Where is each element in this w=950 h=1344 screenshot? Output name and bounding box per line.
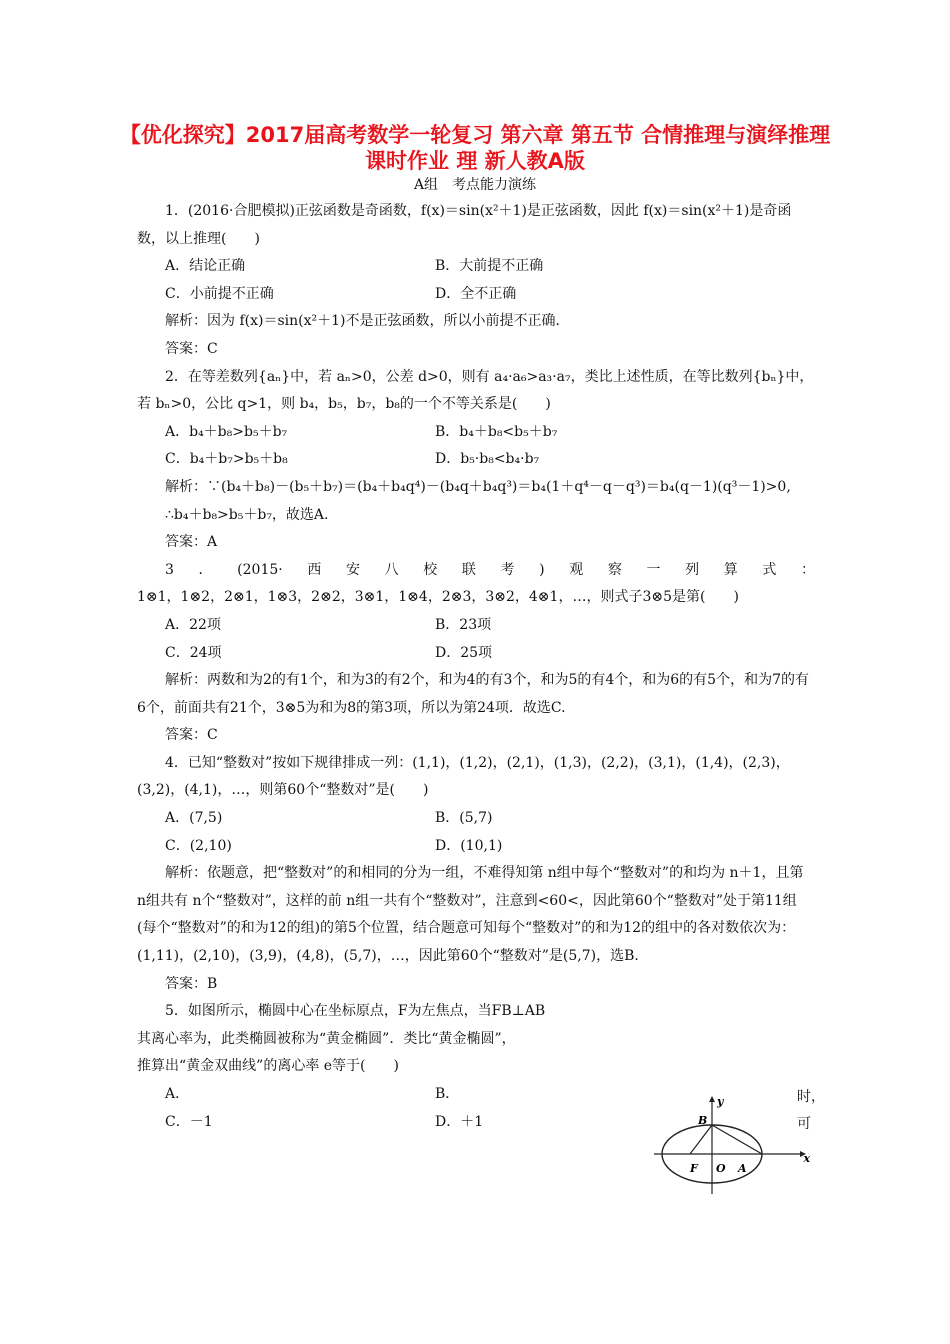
q3-stem-part: 算 (723, 561, 738, 578)
q1-stem: 1．(2016·合肥模拟)正弦函数是奇函数，f(x)＝sin(x²＋1)是正弦函数，因此 f(x)＝sin(x²＋1)是奇函数，以上推理( ) (137, 203, 792, 247)
q3-stem-part: 列 (685, 561, 700, 578)
q4-option-a: A．(7,5) (165, 810, 223, 827)
q3-stem-part: ： (800, 561, 815, 578)
q3-option-a: A．22项 (165, 616, 221, 633)
q3-stem-part: 校 (423, 561, 438, 578)
q5-stem-line1: 5．如图所示，椭圆中心在坐标原点，F为左焦点，当FB⊥AB (165, 1003, 546, 1020)
q5-line1-end: 时， (797, 1089, 825, 1105)
q3-options-row1 (137, 612, 815, 640)
q4-stem: 4．已知“整数对”按如下规律排成一列：(1,1)，(1,2)，(2,1)，(1,3)，(2,2)，(3,1)，(1,4)，(2,3)，(3,2)，(4,1)，…，则第60个“整数对”是( ) (137, 754, 790, 799)
q2-options-row2 (137, 446, 815, 474)
q3-stem-line1 (137, 557, 815, 585)
q1-analysis: 解析：因为 f(x)＝sin(x²＋1)不是正弦函数，所以小前提不正确． (165, 313, 570, 330)
q3-option-c: C．24项 (165, 644, 222, 661)
q3-option-b: B．23项 (435, 616, 492, 633)
q5-option-d: D．＋1 (435, 1113, 484, 1130)
q2-conclusion: ∴b₄＋b₈>b₅＋b₇，故选A. (165, 506, 329, 523)
q5-block (137, 998, 815, 1081)
point-a-label: A (738, 1162, 747, 1175)
q3-stem-part: 3 (165, 561, 174, 578)
q1-options-row2 (137, 281, 815, 309)
q1-option-c: C．小前提不正确 (165, 285, 274, 302)
q3-stem-part: (2015· (237, 561, 283, 578)
q1-option-a: A．结论正确 (165, 258, 246, 275)
q3-stem-part: ) (539, 561, 545, 578)
q3-stem-line2: 1⊗1，1⊗2，2⊗1，1⊗3，2⊗2，3⊗1，1⊗4，2⊗3，3⊗2，4⊗1，…，则式子3⊗5是第( ) (137, 589, 739, 606)
q4-option-d: D．(10,1) (435, 837, 503, 854)
q1-options-row1 (137, 253, 815, 281)
q4-options-row1 (137, 805, 815, 833)
q5-stem-line2: 其离心率为，此类椭圆被称为“黄金椭圆”．类比“黄金椭圆”， (137, 1030, 516, 1047)
q3-stem-part: 联 (461, 561, 476, 578)
document-body (137, 198, 815, 1136)
point-f-label: F (690, 1162, 698, 1175)
ellipse-diagram (650, 1094, 810, 1196)
q1-option-b: B．大前提不正确 (435, 258, 544, 275)
q3-stem-part: ． (198, 561, 213, 578)
q3-answer: 答案：C (165, 727, 218, 744)
q5-option-c: C．－1 (165, 1113, 213, 1130)
q4-answer: 答案：B (165, 975, 218, 992)
q3-analysis: 解析：两数和为2的有1个，和为3的有2个，和为4的有3个，和为5的有4个，和为6的有5个，和为7的有6个，前面共有21个，3⊗5为和为8的第3项，所以为第24项．故选C. (137, 672, 809, 716)
q3-stem-part: 西 (307, 561, 322, 578)
q5-line2-end: 可 (797, 1116, 811, 1132)
q4-option-b: B．(5,7) (435, 810, 493, 827)
origin-o-label: O (716, 1162, 726, 1175)
q5-option-b: B． (435, 1086, 460, 1102)
segment-fb (690, 1125, 712, 1154)
q3-stem-part: 观 (569, 561, 584, 578)
q2-answer: 答案：A (165, 534, 218, 551)
ellipse-figure (650, 1094, 810, 1196)
q3-stem-part: 一 (646, 561, 661, 578)
y-axis-label: y (717, 1095, 724, 1108)
q2-analysis: 解析：∵(b₄＋b₈)－(b₅＋b₇)＝(b₄＋b₄q⁴)－(b₄q＋b₄q³)＝b₄(1＋q⁴－q－q³)＝b₄(q－1)(q³－1)>0, (165, 478, 791, 495)
q3-stem-part: 察 (607, 561, 622, 578)
q2-options-row1 (137, 419, 815, 447)
y-axis-arrow (709, 1096, 715, 1102)
q3-option-d: D．25项 (435, 644, 493, 661)
q2-option-d: D．b₅·b₈<b₄·b₇ (435, 451, 540, 468)
q4-analysis: 解析：依题意，把“整数对”的和相同的分为一组，不难得知第 n组中每个“整数对”的和均为 n＋1，且第 n组共有 n个“整数对”，这样的前 n组一共有个“整数对”，注意到<60<，因此第60个“整数对”处于第11组(每个“整数对”的和为12的组)的第5个位置，结合题意可知每个“整数对”的和为12的组中的各对数依次为：(1,11)，(2,10)，(3,9)，(4,8)，(5,7)，…，因此第60个“整数对”是(5,7)，选B. (137, 865, 804, 965)
q4-option-c: C．(2,10) (165, 837, 232, 854)
q3-stem-part: 式 (762, 561, 777, 578)
q2-option-a: A．b₄＋b₈>b₅＋b₇ (165, 423, 288, 440)
section-subtitle: A组 考点能力演练 (413, 177, 537, 193)
q3-options-row2 (137, 640, 815, 668)
q3-stem-part: 考 (500, 561, 515, 578)
page-title: 【优化探究】2017届高考数学一轮复习 第六章 第五节 合情推理与演绎推理课时作业 理 新人教A版 (119, 123, 831, 173)
q2-stem: 2．在等差数列{aₙ}中，若 aₙ>0，公差 d>0，则有 a₄·a₆>a₃·a₇，类比上述性质，在等比数列{bₙ}中，若 bₙ>0，公比 q>1，则 b₄，b₅，b₇，b₈的一个不等关系是( ) (137, 368, 814, 413)
point-b-label: B (698, 1114, 708, 1127)
q4-options-row2 (137, 833, 815, 861)
q5-stem-line3: 推算出“黄金双曲线”的离心率 e等于( ) (137, 1058, 399, 1075)
q1-answer: 答案：C (165, 340, 218, 357)
q2-option-b: B．b₄＋b₈<b₅＋b₇ (435, 423, 558, 440)
q2-option-c: C．b₄＋b₇>b₅＋b₈ (165, 451, 288, 468)
q1-option-d: D．全不正确 (435, 285, 517, 302)
q5-option-a: A． (165, 1086, 190, 1102)
q3-stem-part: 安 (345, 561, 360, 578)
q3-stem-part: 八 (384, 561, 399, 578)
x-axis-label: x (803, 1152, 810, 1165)
